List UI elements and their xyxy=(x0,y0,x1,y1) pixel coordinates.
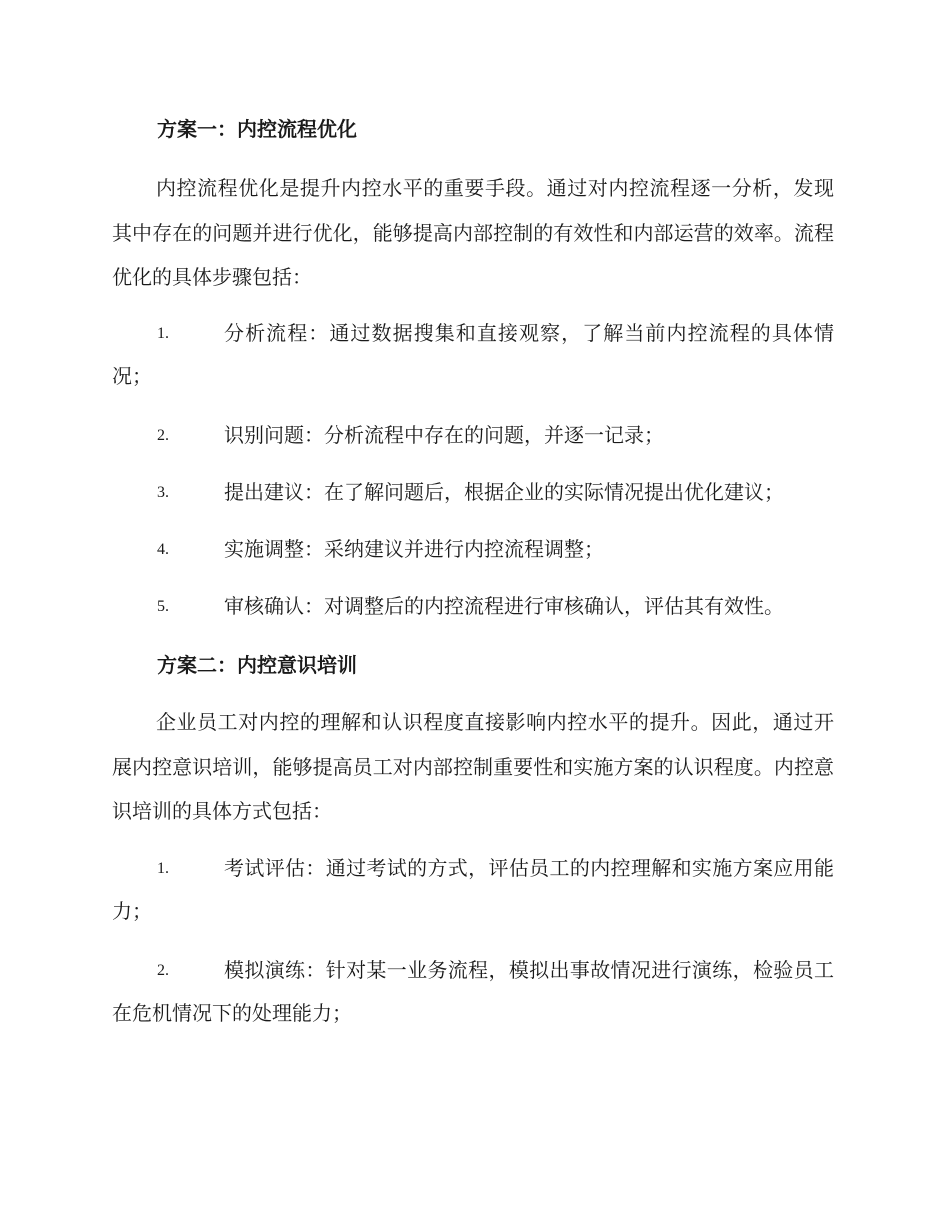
list-text: 提出建议：在了解问题后，根据企业的实际情况提出优化建议； xyxy=(224,480,784,504)
list-text: 考试评估：通过考试的方式，评估员工的内控理解和实施方案应用能力； xyxy=(112,856,834,923)
list-text: 实施调整：采纳建议并进行内控流程调整； xyxy=(224,537,604,561)
section-1-step-2 xyxy=(112,414,834,457)
list-number: 2. xyxy=(157,962,169,979)
section-2-method-2 xyxy=(112,949,834,1035)
list-text: 审核确认：对调整后的内控流程进行审核确认，评估其有效性。 xyxy=(224,594,784,618)
section-1-step-4 xyxy=(112,528,834,571)
section-2-heading: 方案二：内控意识培训 xyxy=(157,653,357,677)
section-1-step-1 xyxy=(112,312,834,398)
list-text: 模拟演练：针对某一业务流程，模拟出事故情况进行演练，检验员工在危机情况下的处理能力； xyxy=(112,958,834,1025)
section-1-step-5 xyxy=(112,585,834,628)
list-text: 分析流程：通过数据搜集和直接观察，了解当前内控流程的具体情况； xyxy=(112,321,834,388)
list-number: 2. xyxy=(157,427,169,444)
section-1-heading: 方案一：内控流程优化 xyxy=(157,117,357,141)
list-number: 1. xyxy=(157,325,169,342)
list-number: 3. xyxy=(157,484,169,501)
list-text: 识别问题：分析流程中存在的问题，并逐一记录； xyxy=(224,423,664,447)
section-2-method-1 xyxy=(112,847,834,933)
section-1-step-3 xyxy=(112,471,834,514)
section-2-intro: 企业员工对内控的理解和认识程度直接影响内控水平的提升。因此，通过开展内控意识培训，能够提高员工对内部控制重要性和实施方案的认识程度。内控意识培训的具体方式包括： xyxy=(112,710,834,823)
list-number: 4. xyxy=(157,541,169,558)
section-1-intro: 内控流程优化是提升内控水平的重要手段。通过对内控流程逐一分析，发现其中存在的问题并进行优化，能够提高内部控制的有效性和内部运营的效率。流程优化的具体步骤包括： xyxy=(112,176,834,289)
list-number: 1. xyxy=(157,860,169,877)
list-number: 5. xyxy=(157,598,169,615)
